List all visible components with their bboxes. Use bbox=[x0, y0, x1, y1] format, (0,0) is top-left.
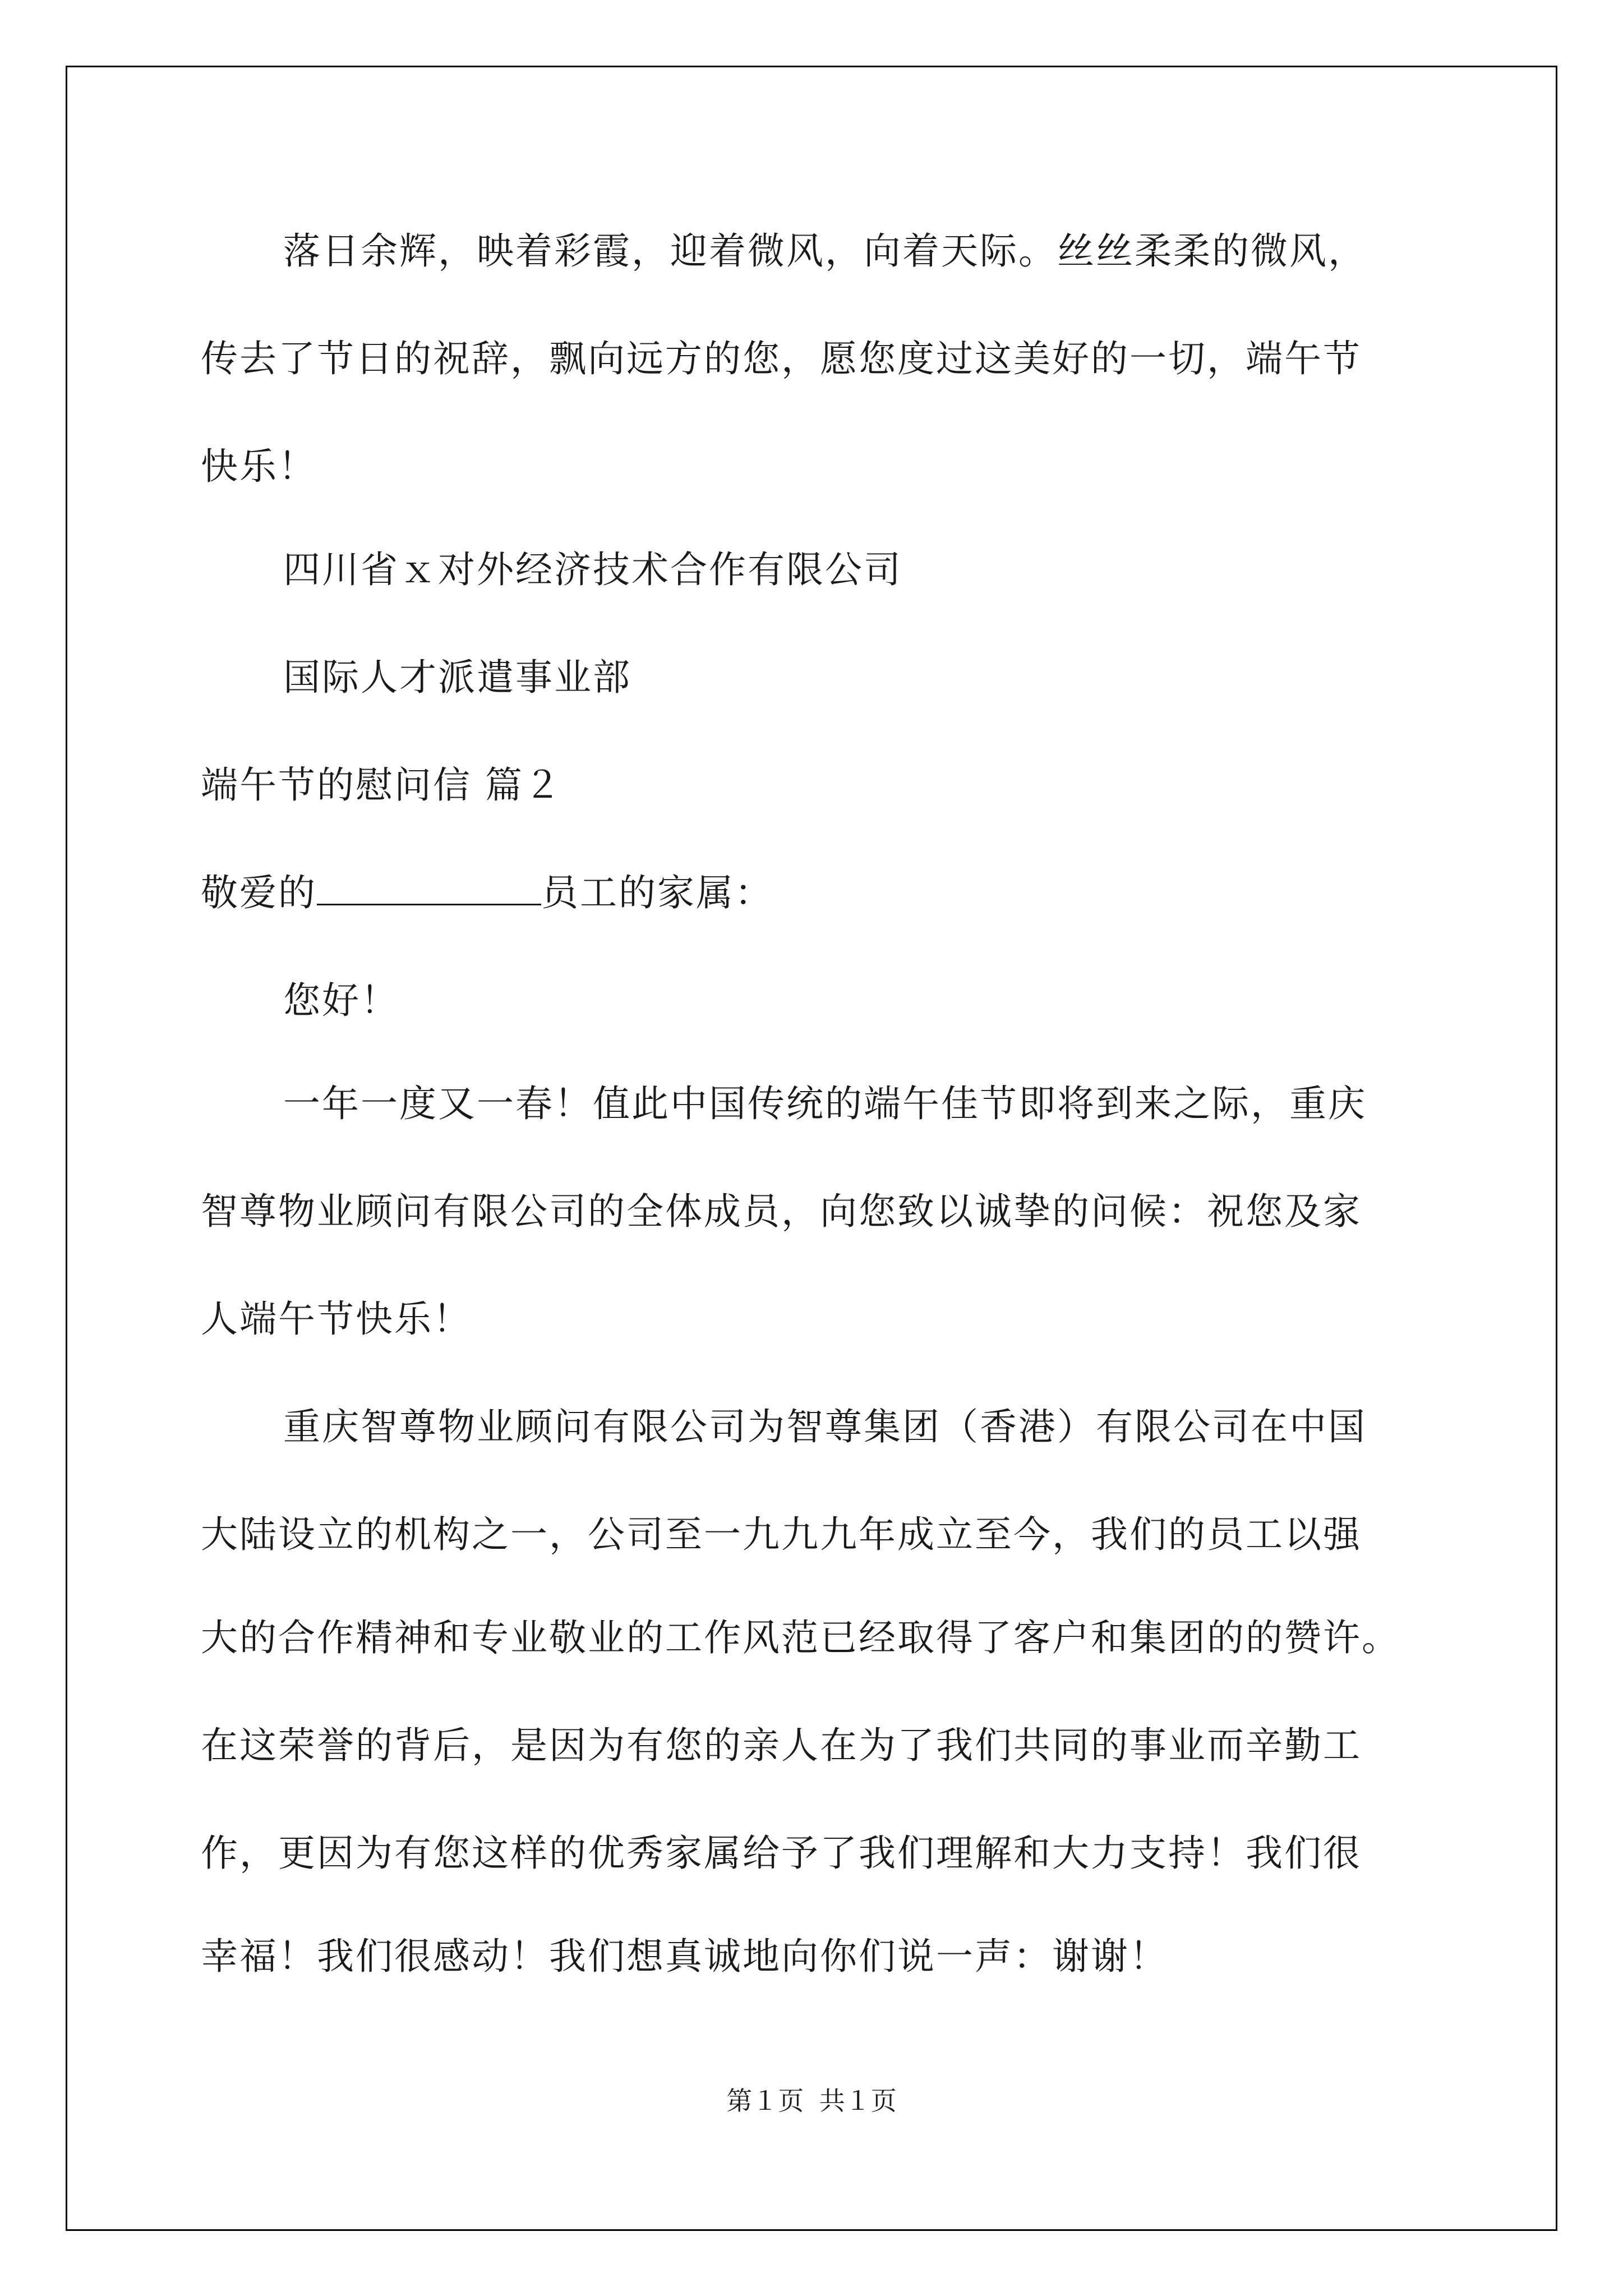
paragraph-1-line-1: 落日余辉，映着彩霞，迎着微风，向着天际。丝丝柔柔的微风， bbox=[283, 229, 1367, 273]
greeting: 您好！ bbox=[283, 979, 399, 1022]
paragraph-2-line-2: 智尊物业顾问有限公司的全体成员，向您致以诚挚的问候：祝您及家 bbox=[201, 1190, 1362, 1233]
salutation bbox=[201, 871, 773, 915]
paragraph-3-line-2: 大陆设立的机构之一，公司至一九九九年成立至今，我们的员工以强 bbox=[201, 1513, 1362, 1556]
page-total: 共１页 bbox=[819, 2087, 897, 2115]
paragraph-2-line-1: 一年一度又一春！值此中国传统的端午佳节即将到来之际，重庆 bbox=[283, 1082, 1367, 1125]
signature-company: 四川省ｘ对外经济技术合作有限公司 bbox=[283, 548, 902, 591]
salutation-suffix: 员工的家属： bbox=[541, 871, 773, 914]
page-number: 第１页 bbox=[726, 2087, 804, 2115]
paragraph-2-line-3: 人端午节快乐！ bbox=[201, 1297, 472, 1341]
page-border bbox=[66, 66, 1557, 2231]
paragraph-1-line-3: 快乐！ bbox=[201, 445, 317, 488]
paragraph-3-line-1: 重庆智尊物业顾问有限公司为智尊集团（香港）有限公司在中国 bbox=[283, 1405, 1367, 1448]
page-footer bbox=[0, 2086, 1623, 2117]
signature-department: 国际人才派遣事业部 bbox=[283, 656, 631, 699]
paragraph-3-line-4: 在这荣誉的背后，是因为有您的亲人在为了我们共同的事业而辛勤工 bbox=[201, 1724, 1362, 1767]
salutation-blank-line bbox=[317, 875, 541, 905]
paragraph-3-line-6: 幸福！我们很感动！我们想真诚地向你们说一声：谢谢！ bbox=[201, 1935, 1168, 1978]
section-title: 端午节的慰问信 篇２ bbox=[201, 763, 562, 807]
salutation-prefix: 敬爱的 bbox=[201, 871, 317, 914]
paragraph-3-line-5: 作，更因为有您这样的优秀家属给予了我们理解和大力支持！我们很 bbox=[201, 1832, 1362, 1875]
paragraph-3-line-3: 大的合作精神和专业敬业的工作风范已经取得了客户和集团的的赞许。 bbox=[201, 1616, 1400, 1659]
paragraph-1-line-2: 传去了节日的祝辞，飘向远方的您，愿您度过这美好的一切，端午节 bbox=[201, 337, 1362, 380]
